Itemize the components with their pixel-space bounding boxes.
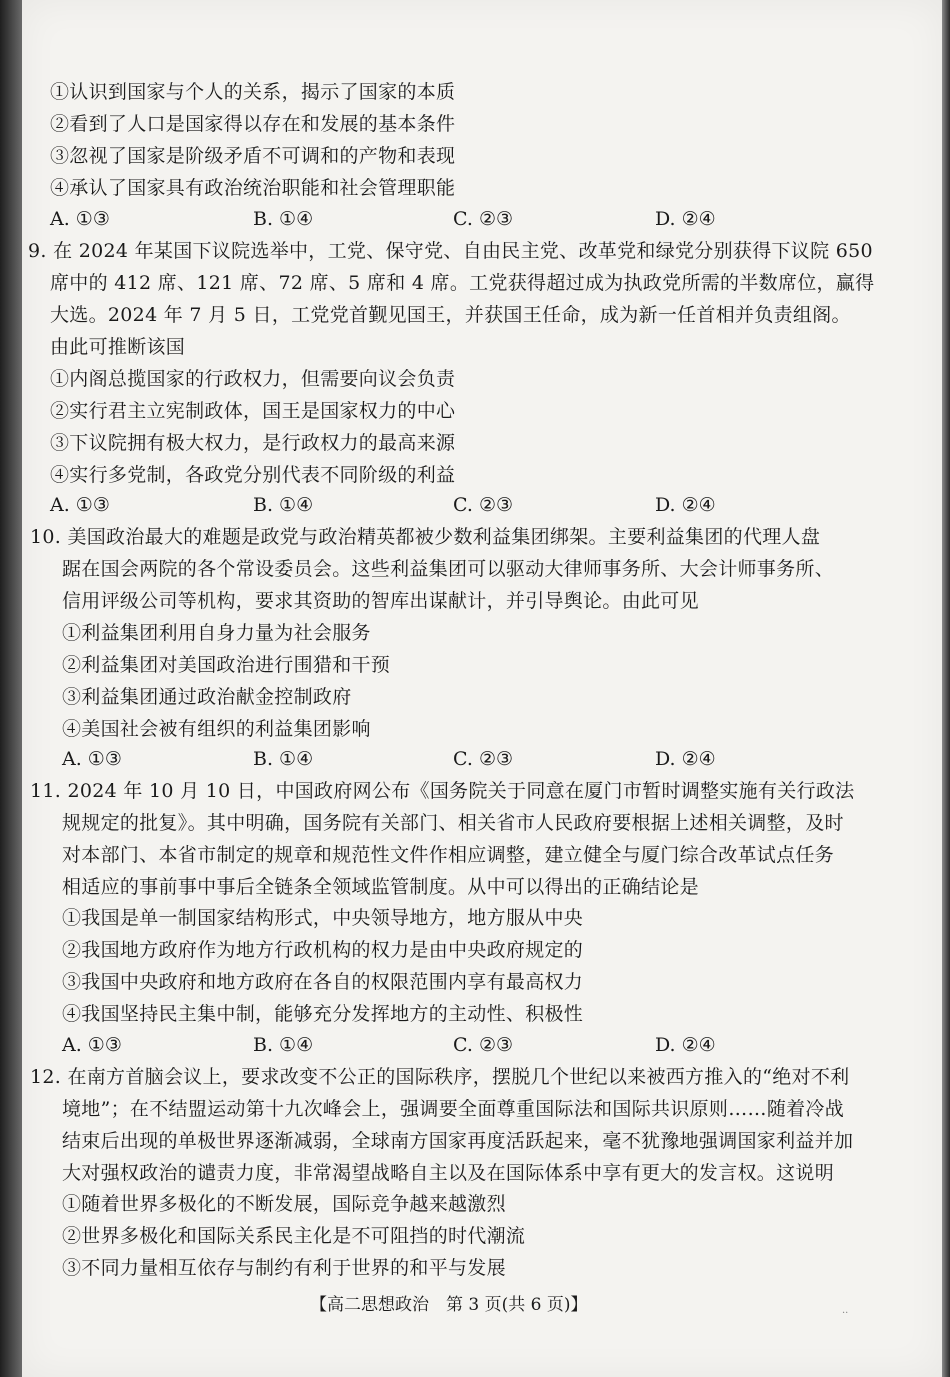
q12-stem-line-3: 结束后出现的单极世界逐渐减弱，全球南方国家再度活跃起来，毫不犹豫地强调国家利益并加: [62, 1130, 854, 1152]
q12-statement-3: ③不同力量相互依存与制约有利于世界的和平与发展: [62, 1257, 506, 1279]
q11-stem-line-1: 11. 2024 年 10 月 10 日，中国政府网公布《国务院关于同意在厦门市暂时调整实施有关行政法: [30, 780, 855, 802]
q8-statement-1: ①认识到国家与个人的关系，揭示了国家的本质: [50, 81, 456, 103]
q9-stem-line-2: 席中的 412 席、121 席、72 席、5 席和 4 席。工党获得超过成为执政党所需的半数席位，赢得: [50, 272, 875, 294]
q11-option-d[interactable]: D. ②④: [655, 1034, 716, 1056]
q11-statement-3: ③我国中央政府和地方政府在各自的权限范围内享有最高权力: [62, 971, 584, 993]
q10-stem-line-3: 信用评级公司等机构，要求其资助的智库出谋献计，并引导舆论。由此可见: [62, 590, 699, 612]
q8-statement-3: ③忽视了国家是阶级矛盾不可调和的产物和表现: [50, 145, 456, 167]
q9-stem-line-3: 大选。2024 年 7 月 5 日，工党党首觐见国王，并获国王任命，成为新一任首相并负责组阁。: [50, 304, 851, 326]
q9-stem-line-1: 9. 在 2024 年某国下议院选举中，工党、保守党、自由民主党、改革党和绿党分别获得下议院 650: [28, 240, 873, 262]
q10-stem-line-2: 踞在国会两院的各个常设委员会。这些利益集团可以驱动大律师事务所、大会计师事务所、: [62, 558, 835, 580]
q9-option-a[interactable]: A. ①③: [50, 494, 110, 516]
q9-option-c[interactable]: C. ②③: [453, 494, 514, 516]
q11-stem-line-4: 相适应的事前事中事后全链条全领域监管制度。从中可以得出的正确结论是: [62, 876, 699, 898]
q12-stem-line-1: 12. 在南方首脑会议上，要求改变不公正的国际秩序，摆脱几个世纪以来被西方推入的“绝对不利: [30, 1066, 850, 1088]
scan-corner-mark: ··: [842, 1308, 849, 1319]
q12-statement-1: ①随着世界多极化的不断发展，国际竞争越来越激烈: [62, 1193, 506, 1215]
q10-option-d[interactable]: D. ②④: [655, 748, 716, 770]
q11-options: [62, 1033, 862, 1057]
q9-options: [50, 493, 850, 517]
q10-statement-4: ④美国社会被有组织的利益集团影响: [62, 718, 371, 740]
q11-option-b[interactable]: B. ①④: [253, 1034, 314, 1056]
q11-stem-line-2: 规规定的批复》。其中明确，国务院有关部门、相关省市人民政府要根据上述相关调整，及时: [62, 812, 844, 834]
q11-statement-1: ①我国是单一制国家结构形式，中央领导地方，地方服从中央: [62, 907, 584, 929]
page-footer: 【高二思想政治 第 3 页(共 6 页)】: [310, 1295, 588, 1315]
q11-option-a[interactable]: A. ①③: [62, 1034, 122, 1056]
q9-statement-2: ②实行君主立宪制政体，国王是国家权力的中心: [50, 400, 456, 422]
q10-statement-2: ②利益集团对美国政治进行围猎和干预: [62, 654, 391, 676]
q10-option-b[interactable]: B. ①④: [253, 748, 314, 770]
q10-options: [62, 747, 862, 771]
q11-option-c[interactable]: C. ②③: [453, 1034, 514, 1056]
q9-statement-1: ①内阁总揽国家的行政权力，但需要向议会负责: [50, 368, 456, 390]
q11-stem-line-3: 对本部门、本省市制定的规章和规范性文件作相应调整，建立健全与厦门综合改革试点任务: [62, 844, 835, 866]
q8-option-a[interactable]: A. ①③: [50, 208, 110, 230]
q8-option-d[interactable]: D. ②④: [655, 208, 716, 230]
q8-options: [50, 207, 850, 231]
q10-stem-line-1: 10. 美国政治最大的难题是政党与政治精英都被少数利益集团绑架。主要利益集团的代理人盘: [30, 526, 821, 548]
q9-statement-4: ④实行多党制，各政党分别代表不同阶级的利益: [50, 464, 456, 486]
q10-option-a[interactable]: A. ①③: [62, 748, 122, 770]
q11-statement-4: ④我国坚持民主集中制，能够充分发挥地方的主动性、积极性: [62, 1003, 584, 1025]
q8-statement-4: ④承认了国家具有政治统治职能和社会管理职能: [50, 177, 456, 199]
q9-stem-line-4: 由此可推断该国: [50, 336, 186, 358]
q12-statement-2: ②世界多极化和国际关系民主化是不可阻挡的时代潮流: [62, 1225, 526, 1247]
q11-statement-2: ②我国地方政府作为地方行政机构的权力是由中央政府规定的: [62, 939, 584, 961]
q10-option-c[interactable]: C. ②③: [453, 748, 514, 770]
q9-option-d[interactable]: D. ②④: [655, 494, 716, 516]
q12-stem-line-2: 境地”；在不结盟运动第十九次峰会上，强调要全面尊重国际法和国际共识原则……随着冷战: [62, 1098, 845, 1120]
q8-option-c[interactable]: C. ②③: [453, 208, 514, 230]
q9-option-b[interactable]: B. ①④: [253, 494, 314, 516]
q10-statement-3: ③利益集团通过政治献金控制政府: [62, 686, 352, 708]
q9-statement-3: ③下议院拥有极大权力，是行政权力的最高来源: [50, 432, 456, 454]
scan-edge-left: [0, 0, 22, 1377]
q8-option-b[interactable]: B. ①④: [253, 208, 314, 230]
q10-statement-1: ①利益集团利用自身力量为社会服务: [62, 622, 371, 644]
q8-statement-2: ②看到了人口是国家得以存在和发展的基本条件: [50, 113, 456, 135]
scan-edge-right: [942, 0, 950, 1377]
q12-stem-line-4: 大对强权政治的谴责力度，非常渴望战略自主以及在国际体系中享有更大的发言权。这说明: [62, 1162, 835, 1184]
